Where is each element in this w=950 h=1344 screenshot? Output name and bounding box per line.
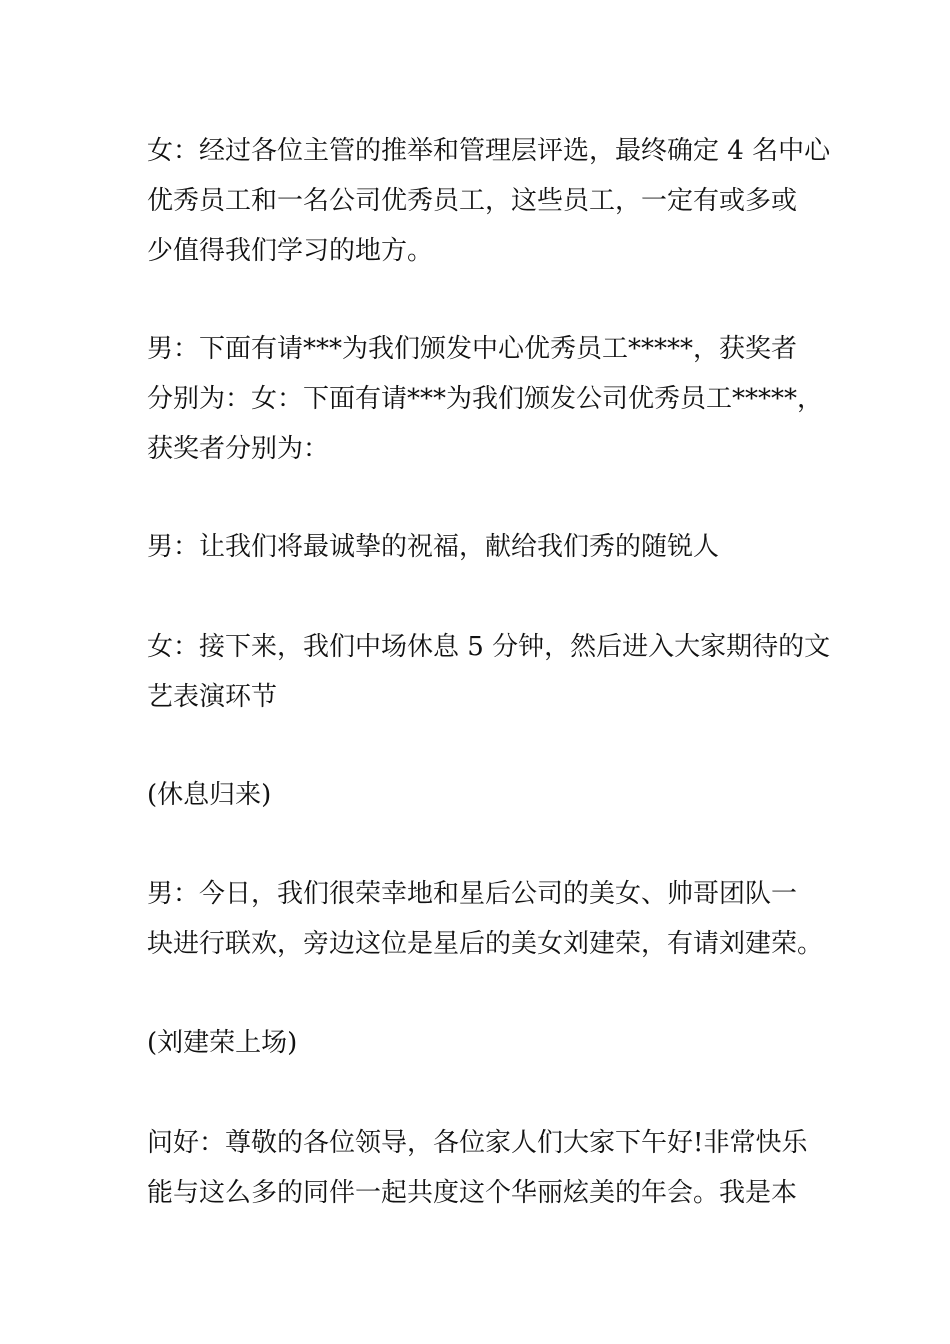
- stage-direction-return: [147, 770, 817, 820]
- text-line: 女：经过各位主管的推举和管理层评选，最终确定 4 名中心: [147, 136, 831, 166]
- paragraph-blessing: [147, 522, 817, 572]
- stage-direction-entrance: [147, 1018, 817, 1068]
- text-line: 艺表演环节: [147, 682, 278, 712]
- text-line: 少值得我们学习的地方。: [147, 236, 434, 266]
- text-line: 男：让我们将最诚挚的祝福，献给我们秀的随锐人: [147, 532, 720, 562]
- text-line: 获奖者分别为：: [147, 434, 330, 464]
- text-line: 分别为：女：下面有请***为我们颁发公司优秀员工*****，: [147, 384, 824, 414]
- paragraph-award-presenters: [147, 324, 824, 474]
- paragraph-greeting: [147, 1118, 817, 1218]
- paragraph-female-intro: [147, 126, 831, 276]
- text-line: 女：接下来，我们中场休息 5 分钟，然后进入大家期待的文: [147, 632, 831, 662]
- text-line: 能与这么多的同伴一起共度这个华丽炫美的年会。我是本: [147, 1178, 798, 1208]
- paragraph-joint-party: [147, 869, 824, 969]
- text-line: (刘建荣上场): [147, 1028, 298, 1058]
- text-line: 块进行联欢，旁边这位是星后的美女刘建荣，有请刘建荣。: [147, 929, 824, 959]
- text-line: 问好：尊敬的各位领导，各位家人们大家下午好!非常快乐: [147, 1128, 808, 1158]
- paragraph-intermission: [147, 622, 831, 722]
- text-line: 男：下面有请***为我们颁发中心优秀员工*****，获奖者: [147, 334, 798, 364]
- text-line: 优秀员工和一名公司优秀员工，这些员工，一定有或多或: [147, 186, 798, 216]
- text-line: 男：今日，我们很荣幸地和星后公司的美女、帅哥团队一: [147, 879, 798, 909]
- text-line: (休息归来): [147, 780, 272, 810]
